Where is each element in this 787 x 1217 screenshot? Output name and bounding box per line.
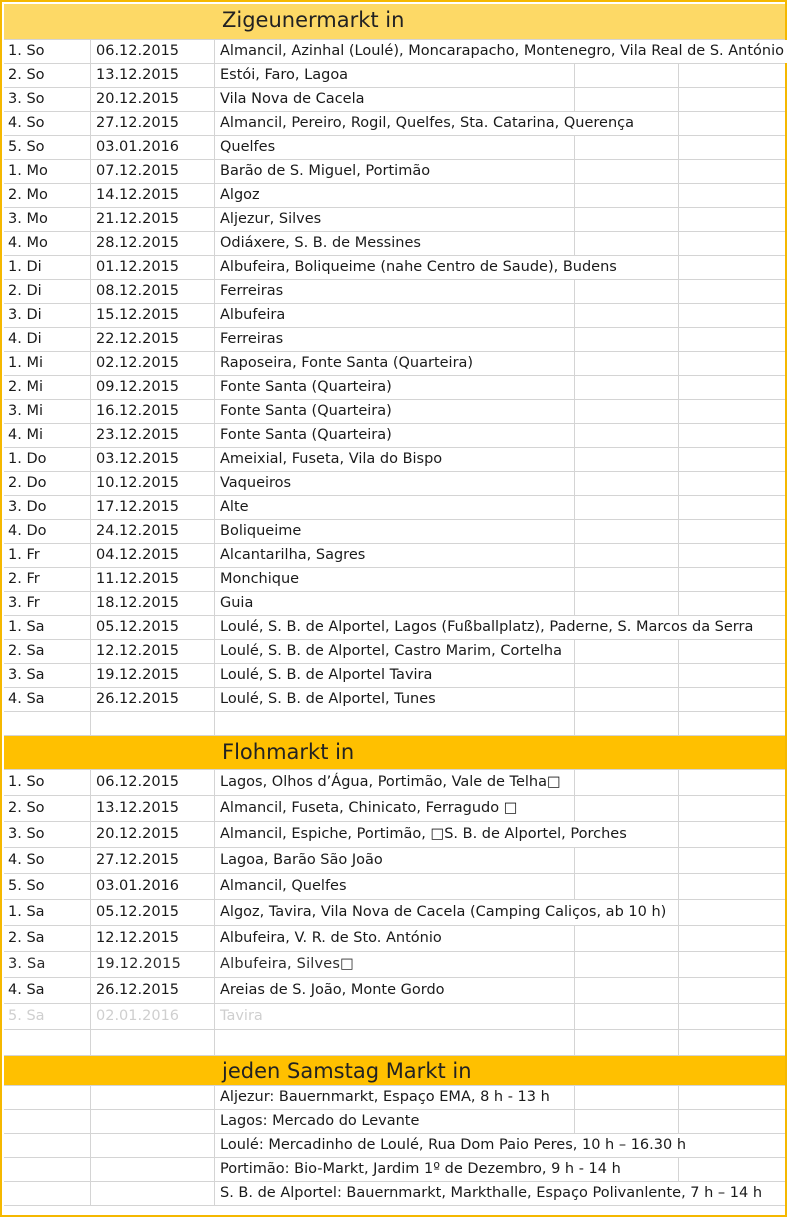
locations-cell[interactable]: Lagoa, Barão São João (220, 848, 389, 873)
table-row (4, 640, 785, 664)
locations-cell[interactable]: Algoz, Tavira, Vila Nova de Cacela (Camping Caliços, ab 10 h) (220, 900, 672, 925)
weekday-cell[interactable]: 3. So (8, 91, 45, 107)
locations-cell[interactable]: Tavira (220, 1004, 269, 1029)
table-row (4, 376, 785, 400)
locations-cell[interactable]: Aljezur: Bauernmarkt, Espaço EMA, 8 h - 13 h (220, 1086, 556, 1109)
date-cell[interactable]: 06.12.2015 (96, 774, 180, 790)
locations-cell[interactable]: Almancil, Espiche, Portimão, □S. B. de Alportel, Porches (220, 822, 633, 847)
locations-cell[interactable] (220, 712, 226, 735)
table-row (4, 424, 785, 448)
locations-cell[interactable]: Almancil, Azinhal (Loulé), Moncarapacho, Montenegro, Vila Real de S. António (220, 40, 787, 63)
locations-cell[interactable]: Boliqueime (220, 520, 307, 543)
weekday-cell[interactable]: 2. So (8, 800, 45, 816)
date-cell[interactable]: 06.12.2015 (96, 43, 180, 59)
locations-cell[interactable]: Loulé, S. B. de Alportel, Lagos (Fußballplatz), Paderne, S. Marcos da Serra (220, 616, 759, 639)
date-cell[interactable]: 13.12.2015 (96, 800, 180, 816)
date-cell[interactable]: 02.01.2016 (96, 1008, 180, 1024)
weekday-cell[interactable]: 1. So (8, 43, 45, 59)
date-cell[interactable]: 09.12.2015 (96, 379, 180, 395)
locations-cell[interactable]: Guia (220, 592, 259, 615)
date-cell[interactable]: 10.12.2015 (96, 475, 180, 491)
weekday-cell[interactable]: 2. Do (8, 475, 47, 491)
table-row (4, 64, 785, 88)
date-cell[interactable]: 13.12.2015 (96, 67, 180, 83)
date-cell[interactable]: 26.12.2015 (96, 982, 180, 998)
locations-cell[interactable]: Loulé, S. B. de Alportel, Castro Marim, Cortelha (220, 640, 568, 663)
date-cell[interactable]: 22.12.2015 (96, 331, 180, 347)
table-row (4, 352, 785, 376)
weekday-cell[interactable]: 4. Di (8, 331, 42, 347)
locations-cell[interactable]: Aljezur, Silves (220, 208, 327, 231)
weekday-cell[interactable]: 1. Mi (8, 355, 43, 371)
table-row (4, 952, 785, 978)
date-cell[interactable]: 27.12.2015 (96, 852, 180, 868)
locations-cell[interactable]: Fonte Santa (Quarteira) (220, 400, 398, 423)
locations-cell[interactable]: Almancil, Fuseta, Chinicato, Ferragudo □ (220, 796, 523, 821)
date-cell[interactable]: 28.12.2015 (96, 235, 180, 251)
locations-cell[interactable]: Portimão: Bio-Markt, Jardim 1º de Dezembro, 9 h - 14 h (220, 1158, 627, 1181)
date-cell[interactable]: 20.12.2015 (96, 91, 180, 107)
table-row (4, 664, 785, 688)
date-cell[interactable]: 03.12.2015 (96, 451, 180, 467)
locations-cell[interactable] (220, 1030, 226, 1055)
weekday-cell[interactable]: 4. Sa (8, 691, 45, 707)
date-cell[interactable]: 03.01.2016 (96, 139, 180, 155)
date-cell[interactable]: 04.12.2015 (96, 547, 180, 563)
table-row (4, 1110, 785, 1134)
table-row (4, 88, 785, 112)
date-cell[interactable]: 17.12.2015 (96, 499, 180, 515)
locations-cell[interactable]: Almancil, Pereiro, Rogil, Quelfes, Sta. Catarina, Querença (220, 112, 640, 135)
table-row (4, 112, 785, 136)
table-row (4, 160, 785, 184)
date-cell[interactable]: 27.12.2015 (96, 115, 180, 131)
weekday-cell[interactable]: 5. Sa (8, 1008, 45, 1024)
weekday-cell[interactable]: 5. So (8, 139, 45, 155)
date-cell[interactable]: 26.12.2015 (96, 691, 180, 707)
weekday-cell[interactable]: 1. Di (8, 259, 42, 275)
table-row (4, 184, 785, 208)
weekday-cell[interactable]: 2. Sa (8, 930, 45, 946)
weekday-cell[interactable]: 3. Sa (8, 667, 45, 683)
locations-cell[interactable]: Lagos: Mercado do Levante (220, 1110, 425, 1133)
weekday-cell[interactable]: 3. So (8, 826, 45, 842)
weekday-cell[interactable]: 1. Sa (8, 619, 45, 635)
table-row (4, 822, 785, 848)
locations-cell[interactable]: Fonte Santa (Quarteira) (220, 376, 398, 399)
table-row (4, 1086, 785, 1110)
weekday-cell[interactable]: 2. Mo (8, 187, 48, 203)
table-row (4, 926, 785, 952)
weekday-cell[interactable]: 2. Sa (8, 643, 45, 659)
table-row (4, 232, 785, 256)
table-row (4, 568, 785, 592)
locations-cell[interactable]: Loulé, S. B. de Alportel, Tunes (220, 688, 442, 711)
locations-cell[interactable]: Loulé: Mercadinho de Loulé, Rua Dom Paio Peres, 10 h – 16.30 h (220, 1134, 692, 1157)
weekday-cell[interactable]: 3. Mi (8, 403, 43, 419)
date-cell[interactable]: 14.12.2015 (96, 187, 180, 203)
empty-row (4, 712, 785, 736)
weekday-cell[interactable]: 1. Mo (8, 163, 48, 179)
date-cell[interactable]: 23.12.2015 (96, 427, 180, 443)
locations-cell[interactable]: Albufeira, V. R. de Sto. António (220, 926, 448, 951)
table-row (4, 136, 785, 160)
locations-cell[interactable]: Lagos, Olhos d’Água, Portimão, Vale de Telha□ (220, 770, 567, 795)
date-cell[interactable]: 07.12.2015 (96, 163, 180, 179)
table-row (4, 496, 785, 520)
table-row (4, 900, 785, 926)
weekday-cell[interactable]: 4. Do (8, 523, 47, 539)
market-table (4, 4, 785, 1206)
table-row (4, 978, 785, 1004)
weekday-cell[interactable]: 3. Do (8, 499, 47, 515)
locations-cell[interactable]: Quelfes (220, 136, 281, 159)
table-row (4, 616, 785, 640)
weekday-cell[interactable]: 3. Di (8, 307, 42, 323)
table-row (4, 520, 785, 544)
empty-row (4, 1030, 785, 1056)
date-cell[interactable]: 19.12.2015 (96, 667, 180, 683)
table-row (4, 1182, 785, 1206)
table-row (4, 592, 785, 616)
locations-cell[interactable]: Albufeira, Silves□ (220, 952, 360, 977)
section-header (4, 4, 785, 40)
date-cell[interactable]: 11.12.2015 (96, 571, 180, 587)
weekday-cell[interactable]: 2. Di (8, 283, 42, 299)
date-cell[interactable]: 12.12.2015 (96, 930, 180, 946)
weekday-cell[interactable]: 4. So (8, 115, 45, 131)
date-cell[interactable]: 24.12.2015 (96, 523, 180, 539)
weekday-cell[interactable]: 1. Do (8, 451, 47, 467)
table-row (4, 1134, 785, 1158)
table-row (4, 256, 785, 280)
date-cell[interactable]: 19.12.2015 (96, 956, 182, 972)
date-cell[interactable]: 02.12.2015 (96, 355, 180, 371)
locations-cell[interactable]: Barão de S. Miguel, Portimão (220, 160, 436, 183)
date-cell[interactable]: 21.12.2015 (96, 211, 180, 227)
locations-cell[interactable]: Albufeira, Boliqueime (nahe Centro de Saude), Budens (220, 256, 623, 279)
section-title: Flohmarkt in (222, 740, 355, 764)
date-cell[interactable]: 05.12.2015 (96, 619, 180, 635)
weekday-cell[interactable]: 3. Sa (8, 956, 46, 972)
table-row (4, 796, 785, 822)
table-row (4, 400, 785, 424)
table-row (4, 544, 785, 568)
weekday-cell[interactable]: 4. So (8, 852, 45, 868)
date-cell[interactable]: 01.12.2015 (96, 259, 180, 275)
weekday-cell[interactable]: 1. Sa (8, 904, 45, 920)
weekday-cell[interactable]: 2. Mi (8, 379, 43, 395)
weekday-cell[interactable]: 3. Mo (8, 211, 48, 227)
locations-cell[interactable]: Raposeira, Fonte Santa (Quarteira) (220, 352, 479, 375)
locations-cell[interactable]: Monchique (220, 568, 305, 591)
date-cell[interactable]: 05.12.2015 (96, 904, 180, 920)
weekday-cell[interactable]: 2. Fr (8, 571, 40, 587)
locations-cell[interactable]: Alcantarilha, Sagres (220, 544, 371, 567)
date-cell[interactable]: 20.12.2015 (96, 826, 180, 842)
weekday-cell[interactable]: 4. Mo (8, 235, 48, 251)
weekday-cell[interactable]: 2. So (8, 67, 45, 83)
date-cell[interactable]: 12.12.2015 (96, 643, 180, 659)
date-cell[interactable]: 03.01.2016 (96, 878, 180, 894)
table-row (4, 1004, 785, 1030)
section-header (4, 1056, 785, 1086)
locations-cell[interactable]: Alte (220, 496, 255, 519)
locations-cell[interactable]: Vila Nova de Cacela (220, 88, 371, 111)
locations-cell[interactable]: Areias de S. João, Monte Gordo (220, 978, 451, 1003)
table-row (4, 688, 785, 712)
locations-cell[interactable]: Fonte Santa (Quarteira) (220, 424, 398, 447)
table-row (4, 208, 785, 232)
locations-cell[interactable]: Albufeira (220, 304, 291, 327)
table-row (4, 472, 785, 496)
locations-cell[interactable]: Estói, Faro, Lagoa (220, 64, 354, 87)
table-row (4, 304, 785, 328)
locations-cell[interactable]: Almancil, Quelfes (220, 874, 353, 899)
table-row (4, 448, 785, 472)
locations-cell[interactable]: Ferreiras (220, 280, 289, 303)
weekday-cell[interactable]: 3. Fr (8, 595, 40, 611)
table-row (4, 848, 785, 874)
table-row (4, 328, 785, 352)
weekday-cell[interactable]: 4. Sa (8, 982, 45, 998)
weekday-cell[interactable]: 1. So (8, 774, 45, 790)
section-header (4, 736, 785, 770)
locations-cell[interactable]: Ferreiras (220, 328, 289, 351)
weekday-cell[interactable]: 1. Fr (8, 547, 40, 563)
weekday-cell[interactable]: 5. So (8, 878, 45, 894)
locations-cell[interactable]: Odiáxere, S. B. de Messines (220, 232, 427, 255)
table-row (4, 770, 785, 796)
date-cell[interactable]: 15.12.2015 (96, 307, 180, 323)
table-row (4, 1158, 785, 1182)
date-cell[interactable]: 18.12.2015 (96, 595, 180, 611)
locations-cell[interactable]: Algoz (220, 184, 266, 207)
locations-cell[interactable]: S. B. de Alportel: Bauernmarkt, Markthalle, Espaço Polivanlente, 7 h – 14 h (220, 1182, 768, 1205)
table-row (4, 40, 785, 64)
locations-cell[interactable]: Ameixial, Fuseta, Vila do Bispo (220, 448, 448, 471)
section-title: jeden Samstag Markt in (222, 1059, 472, 1083)
section-title: Zigeunermarkt in (222, 8, 405, 32)
date-cell[interactable]: 16.12.2015 (96, 403, 180, 419)
table-row (4, 874, 785, 900)
weekday-cell[interactable]: 4. Mi (8, 427, 43, 443)
date-cell[interactable]: 08.12.2015 (96, 283, 180, 299)
locations-cell[interactable]: Loulé, S. B. de Alportel Tavira (220, 664, 438, 687)
table-row (4, 280, 785, 304)
locations-cell[interactable]: Vaqueiros (220, 472, 297, 495)
